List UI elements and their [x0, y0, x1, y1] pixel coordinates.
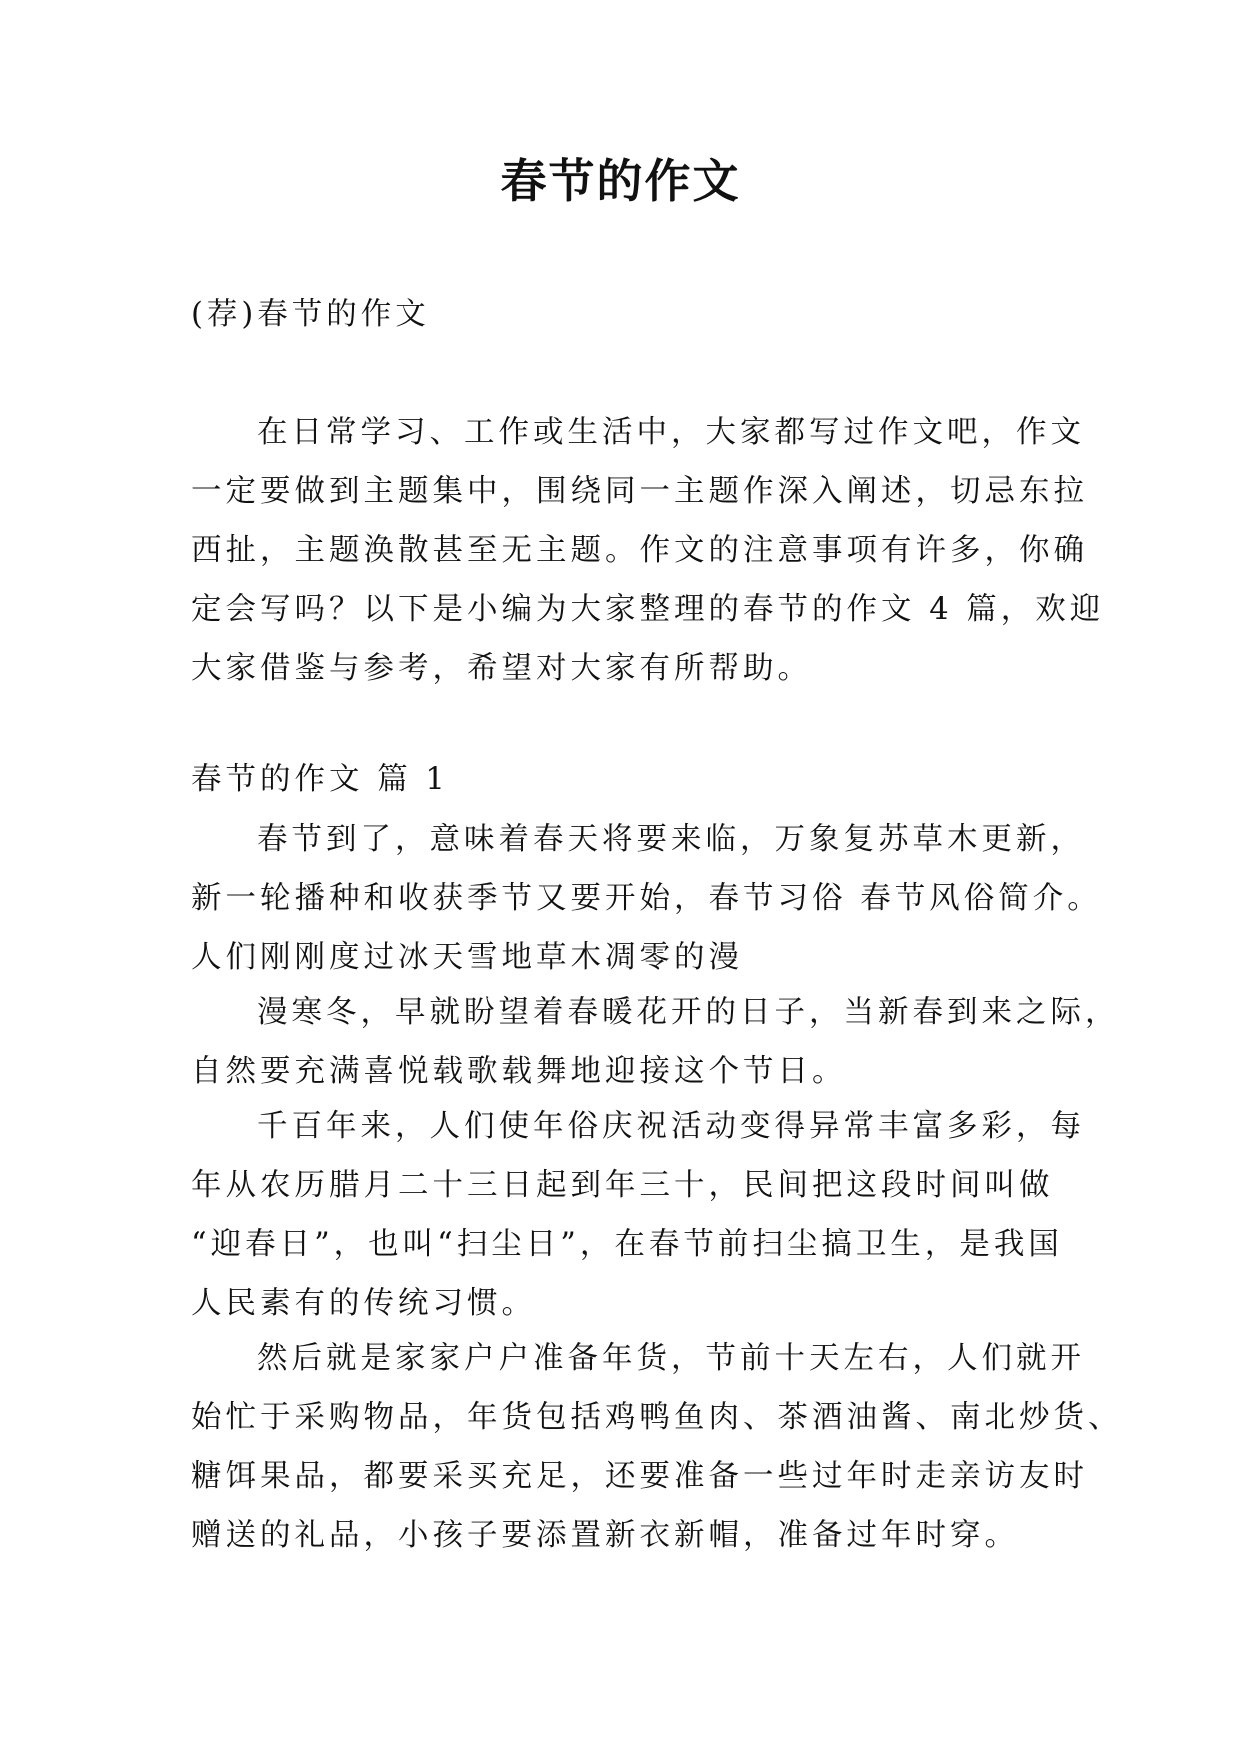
- intro-line: 在日常学习、工作或生活中，大家都写过作文吧，作文: [257, 415, 1085, 450]
- intro-line: 定会写吗？以下是小编为大家整理的春节的作文 4 篇，欢迎: [191, 592, 1105, 627]
- document-title: 春节的作文: [500, 154, 741, 208]
- paragraph-line: 春节到了，意味着春天将要来临，万象复苏草木更新，: [257, 822, 1085, 857]
- paragraph-line: 人民素有的传统习惯。: [191, 1286, 536, 1321]
- body-paragraph: [191, 983, 1120, 1101]
- body-paragraph: [191, 810, 1102, 987]
- paragraph-line: 赠送的礼品，小孩子要添置新衣新帽，准备过年时穿。: [191, 1518, 1019, 1553]
- paragraph-line: “迎春日”，也叫“扫尘日”，在春节前扫尘搞卫生，是我国: [191, 1227, 1063, 1262]
- intro-line: 大家借鉴与参考，希望对大家有所帮助。: [191, 651, 812, 686]
- section-heading: 春节的作文 篇 1: [191, 762, 449, 797]
- intro-paragraph: [191, 403, 1105, 698]
- paragraph-line: 然后就是家家户户准备年货，节前十天左右，人们就开: [257, 1341, 1085, 1376]
- paragraph-line: 年从农历腊月二十三日起到年三十，民间把这段时间叫做: [191, 1168, 1054, 1203]
- document-subtitle: (荐)春节的作文: [191, 297, 430, 332]
- intro-line: 一定要做到主题集中，围绕同一主题作深入阐述，切忌东拉: [191, 474, 1088, 509]
- body-paragraph: [191, 1329, 1123, 1565]
- paragraph-line: 始忙于采购物品，年货包括鸡鸭鱼肉、茶酒油酱、南北炒货、: [191, 1400, 1123, 1435]
- paragraph-line: 千百年来，人们使年俗庆祝活动变得异常丰富多彩，每: [257, 1109, 1085, 1144]
- paragraph-line: 新一轮播种和收获季节又要开始，春节习俗 春节风俗简介。: [191, 881, 1102, 916]
- paragraph-line: 人们刚刚度过冰天雪地草木凋零的漫: [191, 940, 743, 975]
- intro-line: 西扯，主题涣散甚至无主题。作文的注意事项有许多，你确: [191, 533, 1088, 568]
- paragraph-line: 漫寒冬，早就盼望着春暖花开的日子，当新春到来之际，: [257, 995, 1120, 1030]
- body-paragraph: [191, 1097, 1085, 1333]
- paragraph-line: 自然要充满喜悦载歌载舞地迎接这个节日。: [191, 1054, 847, 1089]
- paragraph-line: 糖饵果品，都要采买充足，还要准备一些过年时走亲访友时: [191, 1459, 1088, 1494]
